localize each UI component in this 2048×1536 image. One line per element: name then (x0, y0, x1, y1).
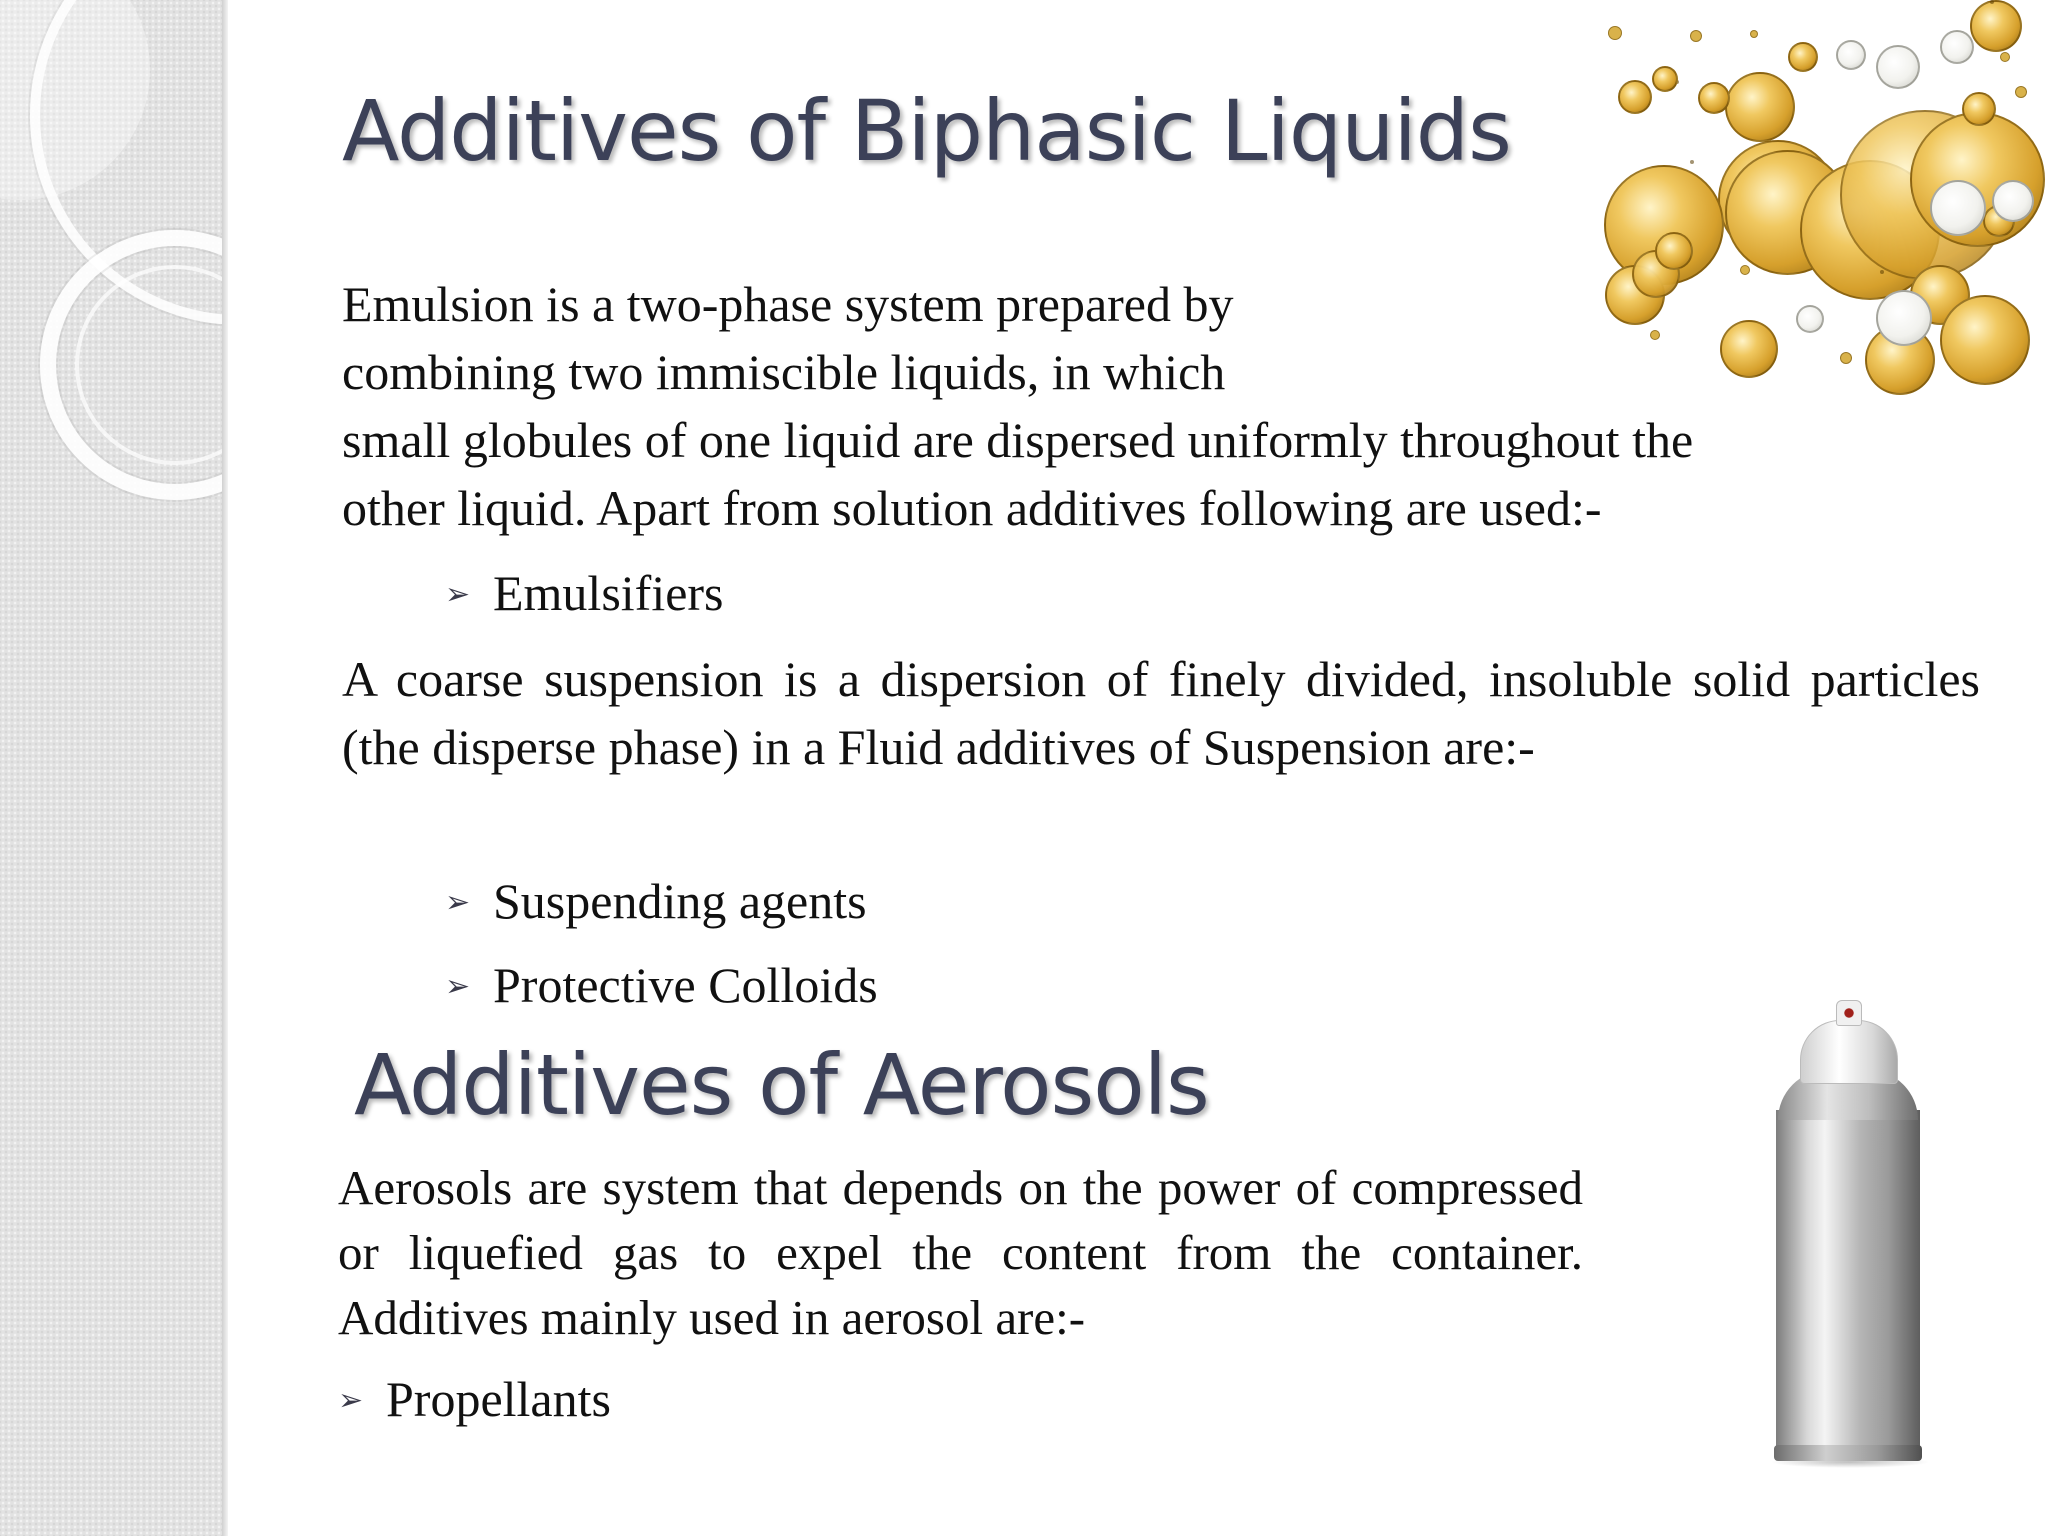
bullet-text: Emulsifiers (493, 565, 724, 621)
slide-title-aerosols: Additives of Aerosols (354, 1036, 1209, 1134)
aerosol-paragraph: Aerosols are system that depends on the power of compressed or liquefied gas to expel the content from the container. Additives mainly used in aerosol are:- (338, 1160, 1583, 1345)
bullet-propellants (338, 1366, 611, 1434)
arrow-bullet-icon: ➢ (445, 885, 471, 920)
bullet-protective-colloids (445, 952, 878, 1020)
bullet-suspending-agents (445, 868, 867, 936)
bullet-text: Propellants (386, 1371, 611, 1427)
suspension-paragraph: A coarse suspension is a dispersion of finely divided, insoluble solid particles (the disperse phase) in a Fluid additives of Suspension are:- (342, 651, 1980, 775)
bullet-text: Protective Colloids (493, 957, 878, 1013)
arrow-bullet-icon: ➢ (338, 1383, 364, 1418)
bullet-text: Suspending agents (493, 873, 867, 929)
emulsion-line: other liquid. Apart from solution additives following are used:- (342, 480, 1602, 536)
emulsion-line: small globules of one liquid are dispersed uniformly throughout the (342, 412, 1694, 468)
left-decorative-strip (0, 0, 228, 1536)
emulsion-line: combining two immiscible liquids, in which (342, 344, 1226, 400)
slide-title-biphasic: Additives of Biphasic Liquids (342, 82, 1511, 180)
strip-edge (222, 0, 228, 1536)
arrow-bullet-icon: ➢ (445, 577, 471, 612)
arrow-bullet-icon: ➢ (445, 969, 471, 1004)
spray-can-image (1770, 1000, 1930, 1470)
emulsion-line: Emulsion is a two-phase system prepared by (342, 276, 1234, 332)
emulsion-paragraph (342, 270, 2002, 542)
bullet-emulsifiers (445, 560, 724, 628)
